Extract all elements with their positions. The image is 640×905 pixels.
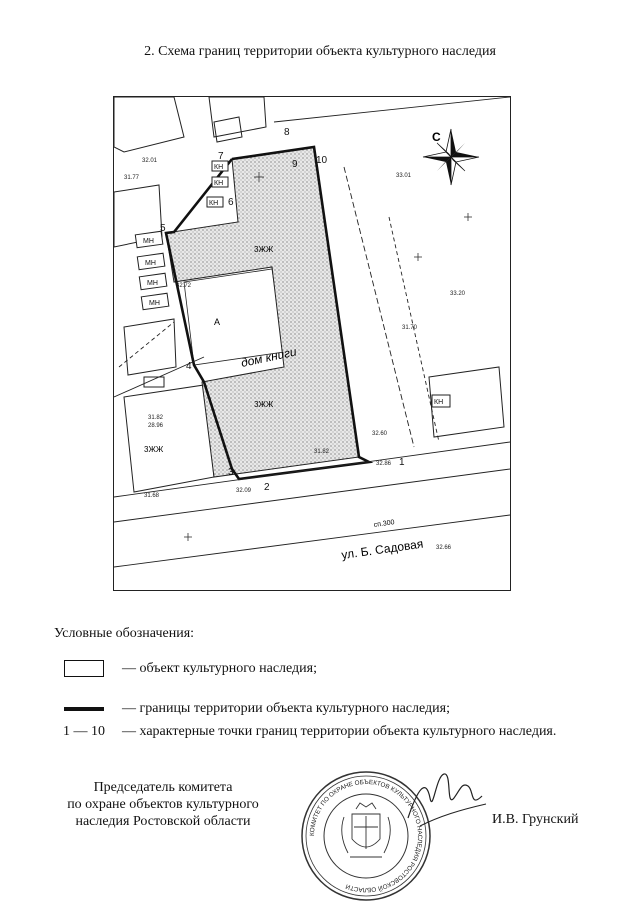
territory-map bbox=[113, 96, 511, 591]
elevation-mark: 31.68 bbox=[144, 493, 160, 499]
point-number: 9 bbox=[292, 159, 298, 170]
elevation-mark: 31.82 bbox=[148, 415, 164, 421]
mn-label: МН bbox=[145, 260, 156, 267]
elevation-mark: 31.82 bbox=[314, 449, 330, 455]
elevation-mark: 32.66 bbox=[436, 545, 452, 551]
signatory-position bbox=[50, 779, 276, 830]
page-title: 2. Схема границ территории объекта культурного наследия bbox=[144, 44, 496, 59]
legend-symbol-text: 1 — 10 bbox=[63, 724, 105, 739]
elevation-mark: 31.70 bbox=[402, 325, 418, 331]
handwritten-signature bbox=[400, 768, 490, 838]
coat-of-arms-icon bbox=[342, 803, 391, 857]
elevation-mark: 31.77 bbox=[124, 175, 140, 181]
position-line: по охране объектов культурного bbox=[67, 797, 259, 812]
elevation-mark: 33.01 bbox=[396, 173, 412, 179]
elevation-mark: 32.01 bbox=[142, 158, 158, 164]
legend-title: Условные обозначения: bbox=[54, 626, 195, 641]
position-line: Председатель комитета bbox=[93, 780, 233, 795]
floor-label: 3ЖЖ bbox=[254, 245, 274, 254]
floor-label: 3ЖЖ bbox=[144, 445, 164, 454]
elevation-mark: 32.09 bbox=[236, 488, 252, 494]
signatory-name: И.В. Грунский bbox=[492, 812, 579, 827]
legend-item-points bbox=[54, 724, 556, 740]
point-number: 10 bbox=[316, 155, 328, 166]
mn-label: МН bbox=[149, 300, 160, 307]
point-number: 7 bbox=[218, 151, 224, 162]
point-number: 4 bbox=[186, 361, 192, 372]
pipe-label: сп.300 bbox=[373, 519, 395, 529]
mn-label: МН bbox=[147, 280, 158, 287]
mn-label: МН bbox=[143, 238, 154, 245]
building-label: дом книги bbox=[239, 344, 298, 370]
elevation-mark: 32.60 bbox=[372, 431, 388, 437]
elevation-mark: 32.72 bbox=[176, 283, 192, 289]
point-number: 1 bbox=[399, 457, 405, 468]
point-number: 5 bbox=[160, 223, 166, 234]
position-line: наследия Ростовской области bbox=[75, 814, 251, 829]
point-number: 3 bbox=[228, 467, 234, 478]
point-number: 8 bbox=[284, 127, 290, 138]
street-name: ул. Б. Садовая bbox=[340, 536, 425, 562]
kn-label: КН bbox=[434, 399, 444, 406]
compass-letter: С bbox=[432, 130, 441, 144]
line-symbol-icon bbox=[64, 707, 104, 711]
legend-item-object bbox=[54, 660, 317, 677]
legend-text: — характерные точки границ территории объекта культурного наследия. bbox=[122, 724, 557, 739]
kn-label: КН bbox=[209, 200, 219, 207]
elevation-mark: 32.86 bbox=[376, 461, 392, 467]
elevation-mark: 33.20 bbox=[450, 291, 466, 297]
kn-label: КН bbox=[214, 164, 224, 171]
floor-label: 3ЖЖ bbox=[254, 400, 274, 409]
svg-text:КОМИТЕТ ПО ОХРАНЕ ОБЪЕКТОВ КУЛ: КОМИТЕТ ПО ОХРАНЕ ОБЪЕКТОВ КУЛЬТУРНОГО НАСЛЕДИЯ РОСТОВСКОЙ ОБЛАСТИ bbox=[308, 778, 424, 894]
courtyard-label: А bbox=[214, 317, 221, 327]
legend-item-boundary bbox=[54, 701, 450, 717]
legend-text: — границы территории объекта культурного наследия; bbox=[122, 701, 450, 716]
point-number: 2 bbox=[264, 482, 270, 493]
legend-text: — объект культурного наследия; bbox=[122, 660, 317, 676]
rect-symbol-icon bbox=[64, 660, 104, 677]
elevation-mark: 28.96 bbox=[148, 423, 164, 429]
point-number: 6 bbox=[228, 197, 234, 208]
kn-label: КН bbox=[214, 180, 224, 187]
